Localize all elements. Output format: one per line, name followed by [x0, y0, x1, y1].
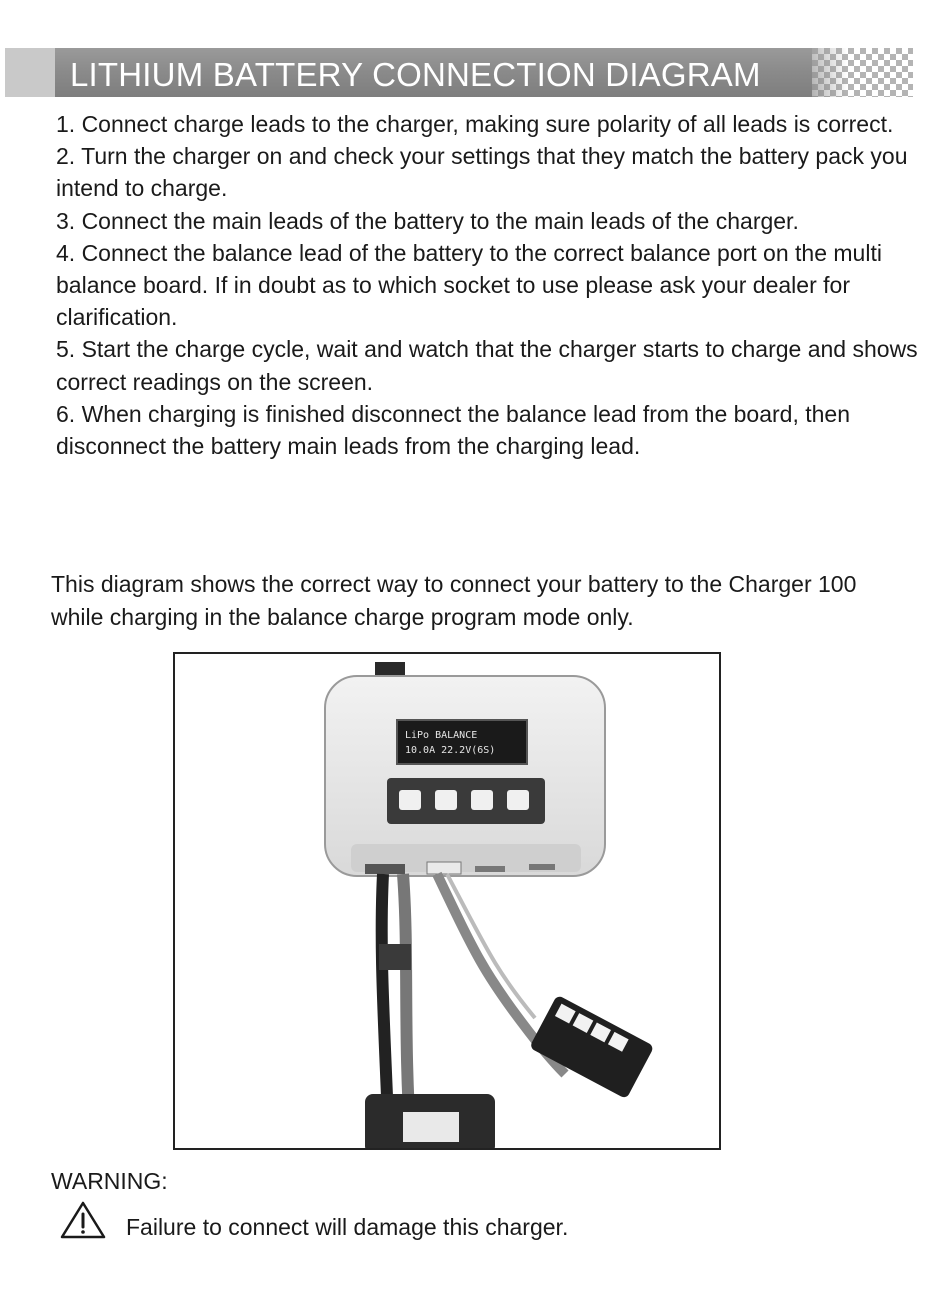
step-item: 5. Start the charge cycle, wait and watch that the charger starts to charge and shows correct readings on the screen.	[56, 336, 918, 395]
warning-triangle-icon	[60, 1200, 106, 1240]
battery-label	[403, 1112, 459, 1142]
header-accent-block	[5, 48, 55, 97]
charger-button	[399, 790, 421, 810]
lcd-line-1: LiPo BALANCE	[405, 730, 478, 741]
header-checker-pattern	[812, 48, 913, 97]
balance-port	[427, 862, 461, 874]
section-title: LITHIUM BATTERY CONNECTION DIAGRAM	[70, 56, 761, 93]
lcd-line-2: 10.0A 22.2V(6S)	[405, 745, 496, 756]
charger-button	[507, 790, 529, 810]
warning-text: Failure to connect will damage this charger.	[126, 1214, 569, 1240]
lead-connector	[379, 944, 411, 970]
balance-lead-wire	[447, 874, 535, 1018]
port-slot	[529, 864, 555, 870]
output-port	[365, 864, 405, 874]
step-item: 6. When charging is finished disconnect the balance lead from the board, then disconnect the battery main leads from the charging lead.	[56, 400, 850, 460]
charger-button	[471, 790, 493, 810]
charger-button	[435, 790, 457, 810]
step-item: 1. Connect charge leads to the charger, making sure polarity of all leads is correct.	[56, 111, 894, 137]
step-item: 4. Connect the balance lead of the battery to the correct balance port on the multi balance board. If in doubt as to which socket to use please ask your dealer for clarification.	[56, 239, 882, 331]
charger-illustration	[175, 654, 719, 1148]
port-slot	[475, 866, 505, 872]
step-item: 2. Turn the charger on and check your settings that they match the battery pack you intend to charge.	[56, 143, 908, 202]
charger-connection-photo	[173, 652, 721, 1150]
step-item: 3. Connect the main leads of the battery to the main leads of the charger.	[56, 207, 799, 234]
diagram-intro-text: This diagram shows the correct way to connect your battery to the Charger 100 while charging in the balance charge program mode only.	[51, 571, 857, 630]
warning-title: WARNING:	[51, 1168, 168, 1194]
instruction-steps	[56, 108, 926, 462]
balance-board	[529, 995, 654, 1100]
lcd-screen	[397, 720, 527, 764]
